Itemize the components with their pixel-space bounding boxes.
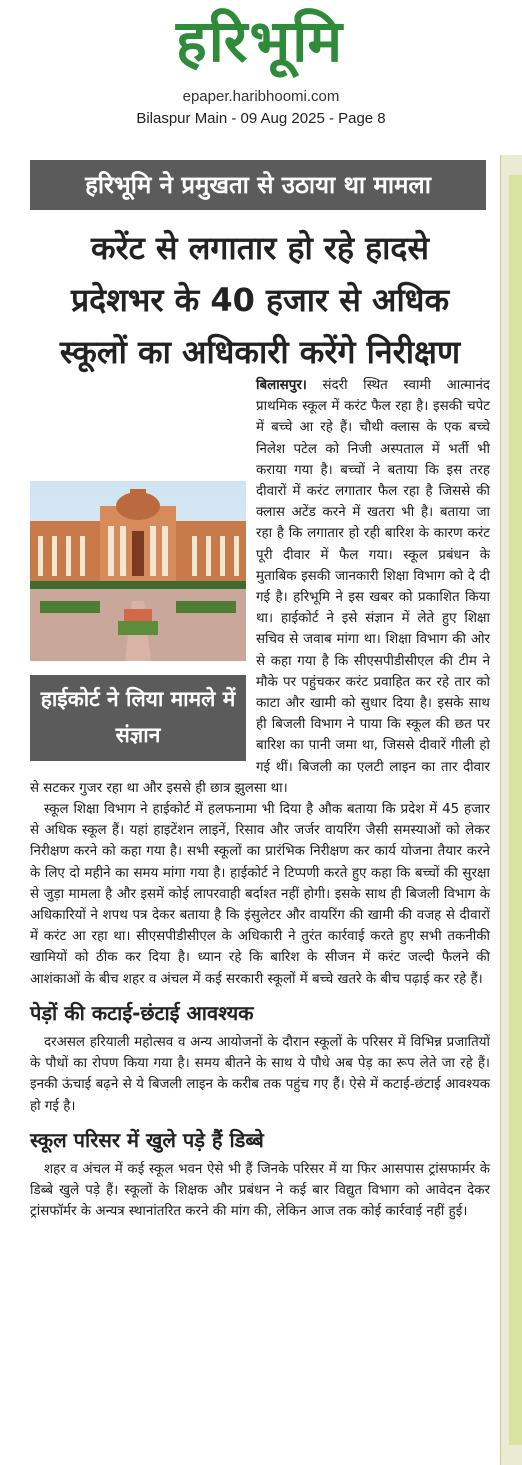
article-paragraph-4: शहर व अंचल में कई स्कूल भवन ऐसे भी हैं जिनके परिसर में या फिर आसपास ट्रांसफार्मर के डिब्बे खुले पड़े हैं। स्कूलों के शिक्षक और प्रबंधन ने कई बार विद्युत विभाग को आवेदन देकर ट्रांसफॉर्मर के अन्यत्र स्थानांतरित करने की मांग की, लेकिन आज तक कोई कार्रवाई नहीं हुई।	[30, 1161, 490, 1220]
article-paragraph-2: स्कूल शिक्षा विभाग ने हाईकोर्ट में हलफनामा भी दिया है औक बताया कि प्रदेश में 45 हजार से अधिक स्कूल हैं। यहां हाइटेंशन लाइनें, रिसाव और जर्जर वायरिंग जैसी समस्याओं को लेकर निरीक्षण करने को कहा गया है। सभी स्कूलों का प्रारंभिक निरीक्षण कर कार्य योजना तैयार करने के लिए दो महीने का समय मांगा गया है। हाईकोर्ट ने टिप्पणी करते हुए कहा कि बच्चों की सुरक्षा से जुड़ा मामला है और इसमें कोई लापरवाही बर्दाश्त नहीं होगी। इसके साथ ही बिजली विभाग के अधिकारियों ने शपथ पत्र देकर बताया है कि इंसुलेटर और वायरिंग की खामी की वजह से दीवारों में करंट आ रहा था। सीएसपीडीसीएल के अधिकारी ने तुरंत कार्रवाई करते हुए सभी तकनीकी खामियों को ठीक कर दिया है। ध्यान रहे कि बारिश के सीजन में करंट जल्दी फैलने की आशंकाओं के बीच शहर व अंचल में कई सरकारी स्कूलों में बच्चे खतरे के बीच पढ़ाई कर रहे हैं।	[30, 802, 490, 987]
subheading-tree-trimming: पेड़ों की कटाई-छंटाई आवश्यक	[30, 1000, 254, 1025]
kicker-banner: हरिभूमि ने प्रमुखता से उठाया था मामला	[30, 160, 486, 210]
article-paragraph-1: बिलासपुर। संदरी स्थित स्वामी आत्मानंद प्राथमिक स्कूल में करंट फैल रहा है। इसकी चपेट में बच्चे आ रहे हैं। चौथी क्लास के एक बच्चे निलेश पटेल को निजी अस्पताल में भर्ती भी कराया गया है। बच्चों ने बताया कि इस तरह दीवारों में करंट लगातार फैल रहा है जिससे की क्लास अटेंड करने में खतरा भी है। बताया जा रहा है कि लगातार हो रही बारिश के कारण करंट पूरी दीवार में फैल गया। स्कूल प्रबंधन के मुताबिक इसकी जानकारी शिक्षा विभाग को दे दी गई है। हरिभूमि ने इस खबर को प्रकाशित किया था। हाईकोर्ट ने इसे संज्ञान में लेते हुए शिक्षा सचिव से जवाब मांगा था। शिक्षा विभाग की ओर से कहा गया है कि सीएसपीडीसीएल की टीम ने मौके पर पहुंचकर करंट प्रवाहित कर रहे तार को काटा और खामी को सुधार दिया है। इसके साथ ही बिजली विभाग ने पाया कि स्कूल की छत पर बारिश का पानी जमा था, जिससे दीवारें गीली हो गई थीं। बिजली का एलटी लाइन का तार दीवार से सटकर गुजर रहा था और इससे ही छात्र झुलसा था।	[30, 378, 490, 796]
masthead	[0, 0, 522, 150]
photo-caption-box: हाईकोर्ट ने लिया मामले में संज्ञान	[30, 675, 246, 761]
adjacent-column-fill	[509, 175, 522, 1445]
edition-line: Bilaspur Main - 09 Aug 2025 - Page 8	[136, 110, 386, 127]
article-paragraph-3: दरअसल हरियाली महोत्सव व अन्य आयोजनों के दौरान स्कूलों के परिसर में विभिन्न प्रजातियों के पौधों का रोपण किया गया है। समय बीतने के साथ ये पौधे अब पेड़ का रूप लेते जा रहे हैं। इनकी ऊंचाई बढ़ने से ये बिजली लाइन के करीब तक पहुंच गए हैं। ऐसे में कटाई-छंटाई आवश्यक हो गई है।	[30, 1034, 490, 1114]
headline-line-2: प्रदेशभर के 40 हजार से अधिक	[70, 281, 450, 319]
article-body	[30, 375, 490, 1222]
headline	[30, 222, 490, 378]
dateline: बिलासपुर।	[256, 378, 307, 393]
subheading-open-boxes: स्कूल परिसर में खुले पड़े हैं डिब्बे	[30, 1127, 264, 1152]
haribhoomi-logo	[110, 4, 410, 78]
headline-line-3: स्कूलों का अधिकारी करेंगे निरीक्षण	[59, 333, 461, 371]
site-url: epaper.haribhoomi.com	[182, 88, 340, 105]
logo-text: हरिभूमि	[175, 7, 345, 75]
adjacent-column-edge	[500, 155, 522, 1465]
high-court-photo	[30, 481, 246, 661]
headline-line-1: करेंट से लगातार हो रहे हादसे	[90, 229, 429, 267]
